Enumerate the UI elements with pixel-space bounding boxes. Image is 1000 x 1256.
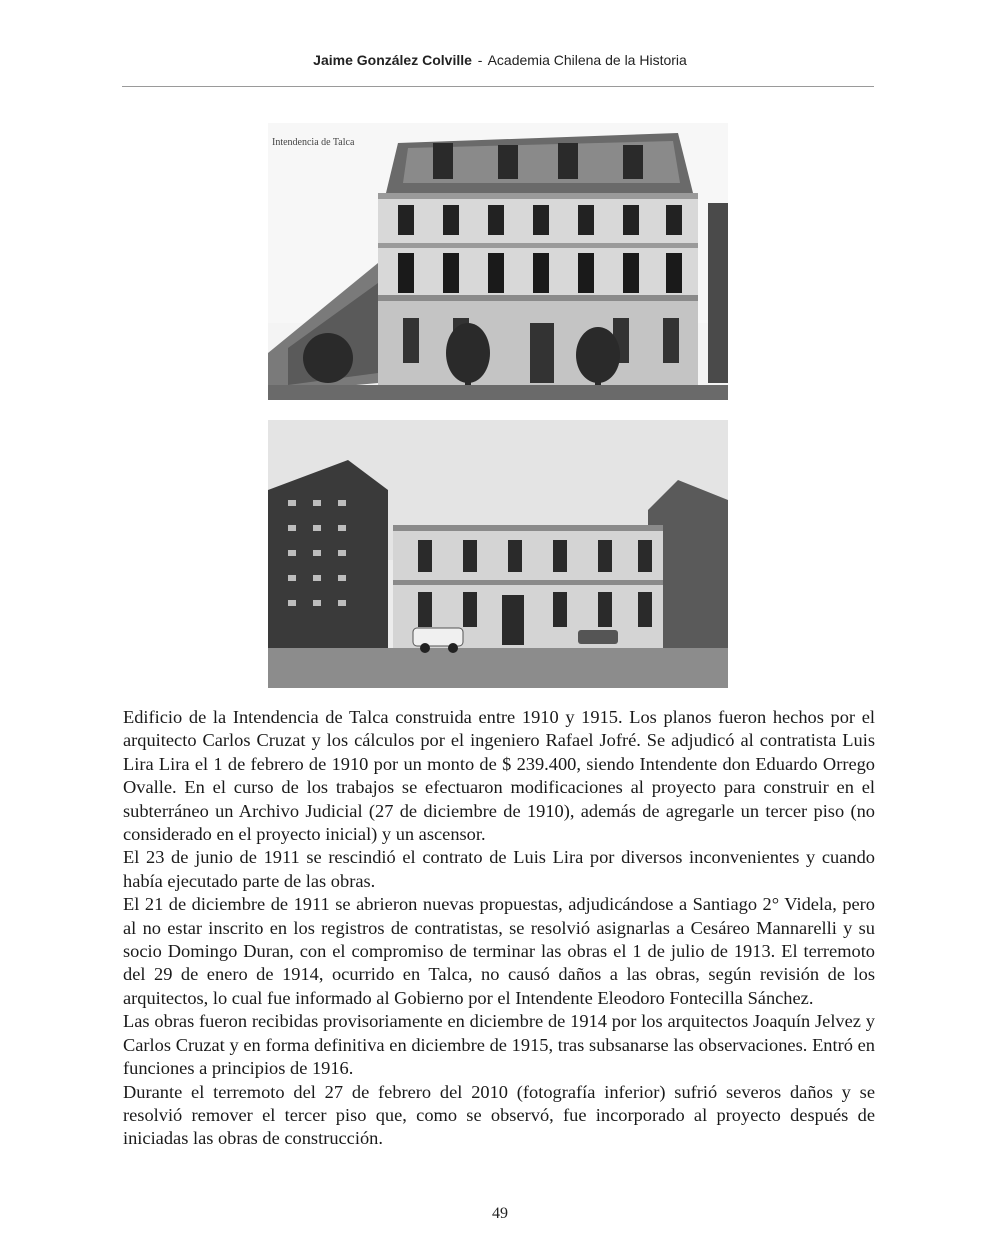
header-separator: - — [477, 52, 483, 68]
current-building-image — [268, 420, 728, 688]
photo-top-label: Intendencia de Talca — [272, 137, 355, 148]
paragraph-3: El 21 de diciembre de 1911 se abrieron nuevas propuestas, adjudicándose a Santiago 2° Videla, pero al no estar inscrito en los registros de contratistas, se resolvió asignarlas a Cesáreo Mannarelli y su socio Domingo Duran, con el compromiso de terminar las obras el 1 de julio de 1913. El terremoto del 29 de enero de 1914, ocurrido en Talca, no causó daños a las obras, según revisión de los arquitectos, lo cual fue informado al Gobierno por el Intendente Eleodoro Fontecilla Sánchez. — [123, 894, 875, 1008]
paragraph-4: Las obras fueron recibidas provisoriamente en diciembre de 1914 por los arquitectos Joaquín Jelvez y Carlos Cruzat y en forma definitiva en diciembre de 1915, tras subsanarse las observaciones. Entró en funciones a principios de 1916. — [123, 1011, 875, 1079]
header-author: Jaime González Colville — [313, 52, 472, 68]
paragraph-2: El 23 de junio de 1911 se rescindió el contrato de Luis Lira por diversos inconvenientes y cuando había ejecutado parte de las obras. — [123, 847, 875, 891]
header-rule — [122, 86, 874, 87]
photo-historic-intendencia — [268, 123, 728, 400]
paragraph-5: Durante el terremoto del 27 de febrero del 2010 (fotografía inferior) sufrió severos daños y se resolvió remover el tercer piso que, como se observó, fue incorporado al proyecto después de iniciadas las obras de construcción. — [123, 1081, 875, 1149]
page-number: 49 — [492, 1205, 508, 1222]
photo-current-intendencia — [268, 420, 728, 688]
page-header — [0, 52, 1000, 68]
body-text — [123, 706, 875, 1151]
historic-building-image — [268, 123, 728, 400]
header-institution: Academia Chilena de la Historia — [487, 52, 687, 68]
paragraph-1: Edificio de la Intendencia de Talca construida entre 1910 y 1915. Los planos fueron hechos por el arquitecto Carlos Cruzat y los cálculos por el ingeniero Rafael Jofré. Se adjudicó al contratista Luis Lira Lira el 1 de febrero de 1910 por un monto de $ 239.400, siendo Intendente don Eduardo Orrego Ovalle. En el curso de los trabajos se efectuaron modificaciones al proyecto para construir en el subterráneo un Archivo Judicial (27 de diciembre de 1910), además de agregarle un tercer piso (no considerado en el proyecto inicial) y un ascensor. — [123, 707, 875, 845]
